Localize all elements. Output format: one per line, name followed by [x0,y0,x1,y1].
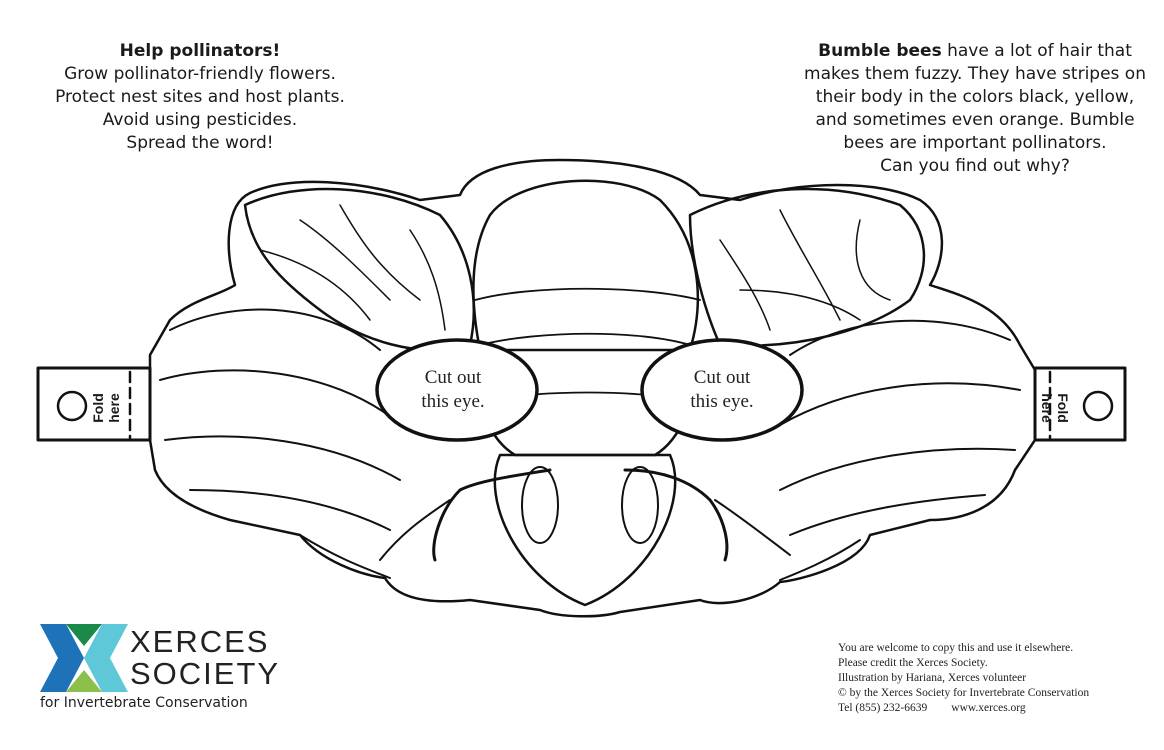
bee-antenna-left [434,470,550,560]
tip-line: Avoid using pesticides. [102,110,298,130]
bee-mask-illustration [0,150,1164,620]
left-fold-label: Fold here [90,393,122,423]
help-pollinators-text [40,40,360,155]
tip-line: Spread the word! [126,133,274,153]
right-eye-label: Cut out this eye. [690,367,754,412]
credit-line: Illustration by Hariana, Xerces volunteer [838,672,1027,684]
fact-line: their body in the colors black, yellow, [815,87,1135,107]
fact-line: have a lot of hair that [941,41,1132,61]
fact-line: and sometimes even orange. Bumble [815,110,1135,130]
left-petals [160,310,400,578]
mask-outline [150,160,1035,616]
bee-compound-eye-left [522,467,558,543]
fact-line: makes them fuzzy. They have stripes on [804,64,1146,84]
tip-line: Protect nest sites and host plants. [55,87,345,107]
credit-line: © by the Xerces Society for Invertebrate Conservation [838,687,1090,699]
right-fold-label: Fold here [1039,393,1071,423]
credit-line: You are welcome to copy this and use it elsewhere. [838,642,1074,654]
left-eye-label: Cut out this eye. [421,367,485,412]
xerces-logo-mark [40,624,128,692]
fact-line: bees are important pollinators. [843,133,1107,153]
help-pollinators-title: Help pollinators! [119,41,281,61]
fact-line: Can you find out why? [880,156,1070,176]
website-link[interactable]: www.xerces.org [951,702,1026,714]
bee-head [495,455,675,605]
xerces-society-wordmark: XERCES SOCIETY [130,624,281,691]
logo-tagline: for Invertebrate Conservation [40,695,248,711]
bee-compound-eye-right [622,467,658,543]
right-petals [780,321,1020,580]
bee-thorax [473,181,697,350]
left-strap-hole [58,392,86,420]
bumble-bees-bold: Bumble bees [818,41,942,61]
tip-line: Grow pollinator-friendly flowers. [64,64,336,84]
credits-block [838,641,1158,716]
credit-line: Please credit the Xerces Society. [838,657,988,669]
right-strap-hole [1084,392,1112,420]
phone-number: Tel (855) 232-6639 [838,702,928,714]
